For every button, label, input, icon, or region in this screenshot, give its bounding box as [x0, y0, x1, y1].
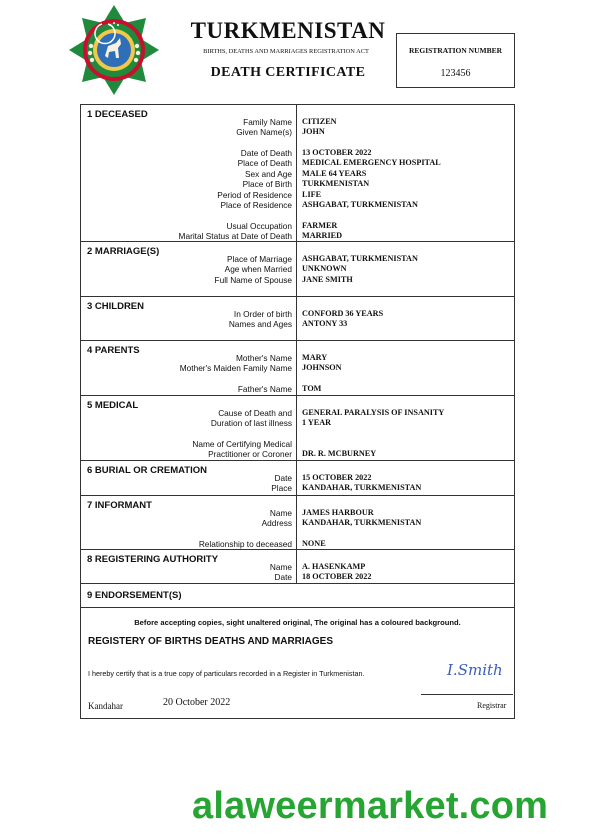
field-value: MARRIED [302, 231, 343, 240]
field-value: 1 YEAR [302, 418, 332, 427]
registry-heading: REGISTERY OF BIRTHS DEATHS AND MARRIAGES [88, 636, 334, 647]
registration-number-value: 123456 [440, 68, 471, 79]
section-deceased [81, 105, 514, 242]
section-medical [81, 396, 514, 461]
field-label: Place of Death [237, 158, 292, 168]
certification-statement: I hereby certify that is a true copy of particulars recorded in a Register in Turkmenistan. [88, 669, 365, 678]
field-value: 18 OCTOBER 2022 [302, 572, 372, 581]
field-label: In Order of birth [233, 309, 292, 319]
document-title: DEATH CERTIFICATE [210, 65, 366, 80]
field-value: ASHGABAT, TURKMENISTAN [302, 254, 418, 263]
section-burial [81, 461, 514, 496]
copy-warning: Before accepting copies, sight unaltered original, The original has a coloured background. [134, 618, 461, 627]
field-value: KANDAHAR, TURKMENISTAN [302, 518, 422, 527]
field-label: Period of Residence [217, 190, 292, 200]
field-value: LIFE [302, 190, 322, 199]
field-value: 15 OCTOBER 2022 [302, 473, 372, 482]
field-label: Name [269, 562, 292, 572]
section-title: 4 PARENTS [87, 345, 140, 356]
field-value: FARMER [302, 221, 338, 230]
field-value: TOM [302, 384, 322, 393]
field-value: JOHNSON [302, 363, 342, 372]
section-title: 1 DECEASED [87, 109, 148, 120]
field-value: MEDICAL EMERGENCY HOSPITAL [302, 158, 441, 167]
field-value: UNKNOWN [302, 264, 347, 273]
field-value: JAMES HARBOUR [302, 508, 374, 517]
field-label: Names and Ages [228, 319, 292, 329]
field-label: Date of Death [240, 148, 292, 158]
field-value: KANDAHAR, TURKMENISTAN [302, 483, 422, 492]
svg-text:I.Smith: I.Smith [447, 661, 503, 679]
section-title: 7 INFORMANT [87, 500, 152, 511]
field-label: Duration of last illness [210, 418, 292, 428]
field-value: ANTONY 33 [302, 319, 348, 328]
field-value: CONFORD 36 YEARS [302, 309, 384, 318]
field-label: Marital Status at Date of Death [178, 231, 292, 241]
issue-date: 20 October 2022 [163, 697, 231, 708]
watermark-text: alaweermarket.com [192, 785, 549, 827]
field-label: Usual Occupation [226, 221, 292, 231]
section-parents [81, 341, 514, 396]
field-label: Place of Birth [242, 179, 292, 189]
field-label: Sex and Age [244, 169, 292, 179]
section-title: 6 BURIAL OR CREMATION [87, 465, 207, 476]
field-label: Age when Married [224, 264, 292, 274]
section-marriage [81, 242, 514, 297]
field-label: Family Name [243, 117, 292, 127]
field-label: Date [274, 473, 292, 483]
section-endorsements [81, 584, 514, 608]
issue-place: Kandahar [88, 701, 123, 711]
field-value: MALE 64 YEARS [302, 169, 367, 178]
field-value: JOHN [302, 127, 325, 136]
registration-number-label: REGISTRATION NUMBER [409, 46, 502, 55]
field-value: DR. R. MCBURNEY [302, 449, 377, 458]
signature-line [421, 694, 513, 695]
registration-number-box [396, 33, 515, 88]
field-value: CITIZEN [302, 117, 337, 126]
field-label: Name of Certifying Medical [192, 439, 292, 449]
act-subtitle: BIRTHS, DEATHS AND MARRIAGES REGISTRATION ACT [203, 48, 369, 55]
registrar-signature [445, 659, 515, 681]
field-label: Date [274, 572, 292, 582]
field-value: NONE [302, 539, 326, 548]
field-value: TURKMENISTAN [302, 179, 370, 188]
field-value: A. HASENKAMP [302, 562, 366, 571]
field-label: Address [261, 518, 292, 528]
field-label: Place of Marriage [226, 254, 292, 264]
field-label: Full Name of Spouse [214, 275, 292, 285]
field-label: Place [271, 483, 292, 493]
section-children [81, 297, 514, 341]
field-label: Mother's Name [236, 353, 292, 363]
field-label: Mother's Maiden Family Name [179, 363, 292, 373]
country-title: TURKMENISTAN [190, 18, 386, 43]
field-label: Relationship to deceased [198, 539, 292, 549]
field-value: MARY [302, 353, 328, 362]
section-title: 5 MEDICAL [87, 400, 139, 411]
field-value: 13 OCTOBER 2022 [302, 148, 372, 157]
section-informant [81, 496, 514, 550]
field-value: ASHGABAT, TURKMENISTAN [302, 200, 418, 209]
field-label: Place of Residence [220, 200, 292, 210]
certificate-frame [80, 104, 515, 719]
field-label: Practitioner or Coroner [208, 449, 292, 459]
field-label: Given Name(s) [236, 127, 292, 137]
turkmenistan-emblem [68, 4, 160, 96]
section-title: 3 CHILDREN [87, 301, 145, 312]
section-title: 9 ENDORSEMENT(S) [87, 590, 182, 601]
section-title: 8 REGISTERING AUTHORITY [87, 554, 219, 565]
section-title: 2 MARRIAGE(S) [87, 246, 160, 257]
field-label: Cause of Death and [218, 408, 292, 418]
field-value: GENERAL PARALYSIS OF INSANITY [302, 408, 445, 417]
section-registering-authority [81, 550, 514, 584]
registrar-label: Registrar [477, 701, 507, 710]
field-label: Name [269, 508, 292, 518]
field-label: Father's Name [237, 384, 292, 394]
field-value: JANE SMITH [302, 275, 353, 284]
